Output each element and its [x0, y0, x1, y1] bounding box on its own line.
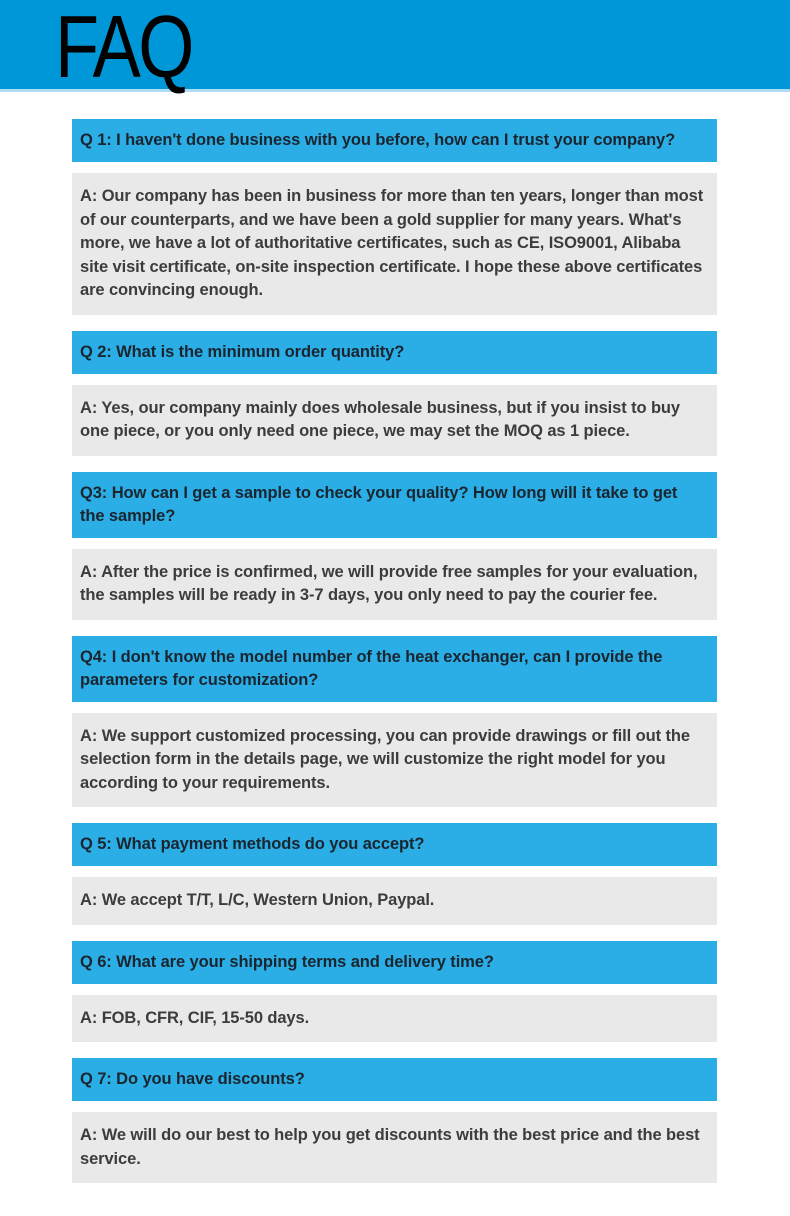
faq-item-1	[72, 119, 717, 315]
faq-answer-1: A: Our company has been in business for more than ten years, longer than most of our counterparts, and we have been a gold supplier for many years. What's more, we have a lot of authoritative certificates, such as CE, ISO9001, Alibaba site visit certificate, on-site inspection certificate. I hope these above certificates are convincing enough.	[72, 173, 717, 315]
faq-answer-7: A: We will do our best to help you get discounts with the best price and the best service.	[72, 1112, 717, 1183]
faq-answer-3: A: After the price is confirmed, we will provide free samples for your evaluation, the samples will be ready in 3-7 days, you only need to pay the courier fee.	[72, 549, 717, 620]
faq-item-3	[72, 472, 717, 620]
faq-item-4	[72, 636, 717, 808]
faq-answer-5: A: We accept T/T, L/C, Western Union, Paypal.	[72, 877, 717, 925]
faq-question-1: Q 1: I haven't done business with you before, how can I trust your company?	[72, 119, 717, 162]
faq-answer-2: A: Yes, our company mainly does wholesale business, but if you insist to buy one piece, or you only need one piece, we may set the MOQ as 1 piece.	[72, 385, 717, 456]
faq-item-5	[72, 823, 717, 925]
faq-banner	[0, 0, 790, 96]
faq-question-6: Q 6: What are your shipping terms and delivery time?	[72, 941, 717, 984]
faq-question-2: Q 2: What is the minimum order quantity?	[72, 331, 717, 374]
faq-question-7: Q 7: Do you have discounts?	[72, 1058, 717, 1101]
faq-answer-6: A: FOB, CFR, CIF, 15-50 days.	[72, 995, 717, 1043]
faq-question-5: Q 5: What payment methods do you accept?	[72, 823, 717, 866]
page-title: FAQ	[55, 0, 192, 96]
faq-item-6	[72, 941, 717, 1043]
faq-item-7	[72, 1058, 717, 1183]
faq-question-3: Q3: How can I get a sample to check your quality? How long will it take to get the sample?	[72, 472, 717, 538]
faq-list	[72, 119, 717, 1183]
faq-answer-4: A: We support customized processing, you can provide drawings or fill out the selection form in the details page, we will customize the right model for you according to your requirements.	[72, 713, 717, 808]
faq-question-4: Q4: I don't know the model number of the heat exchanger, can I provide the parameters for customization?	[72, 636, 717, 702]
faq-item-2	[72, 331, 717, 456]
